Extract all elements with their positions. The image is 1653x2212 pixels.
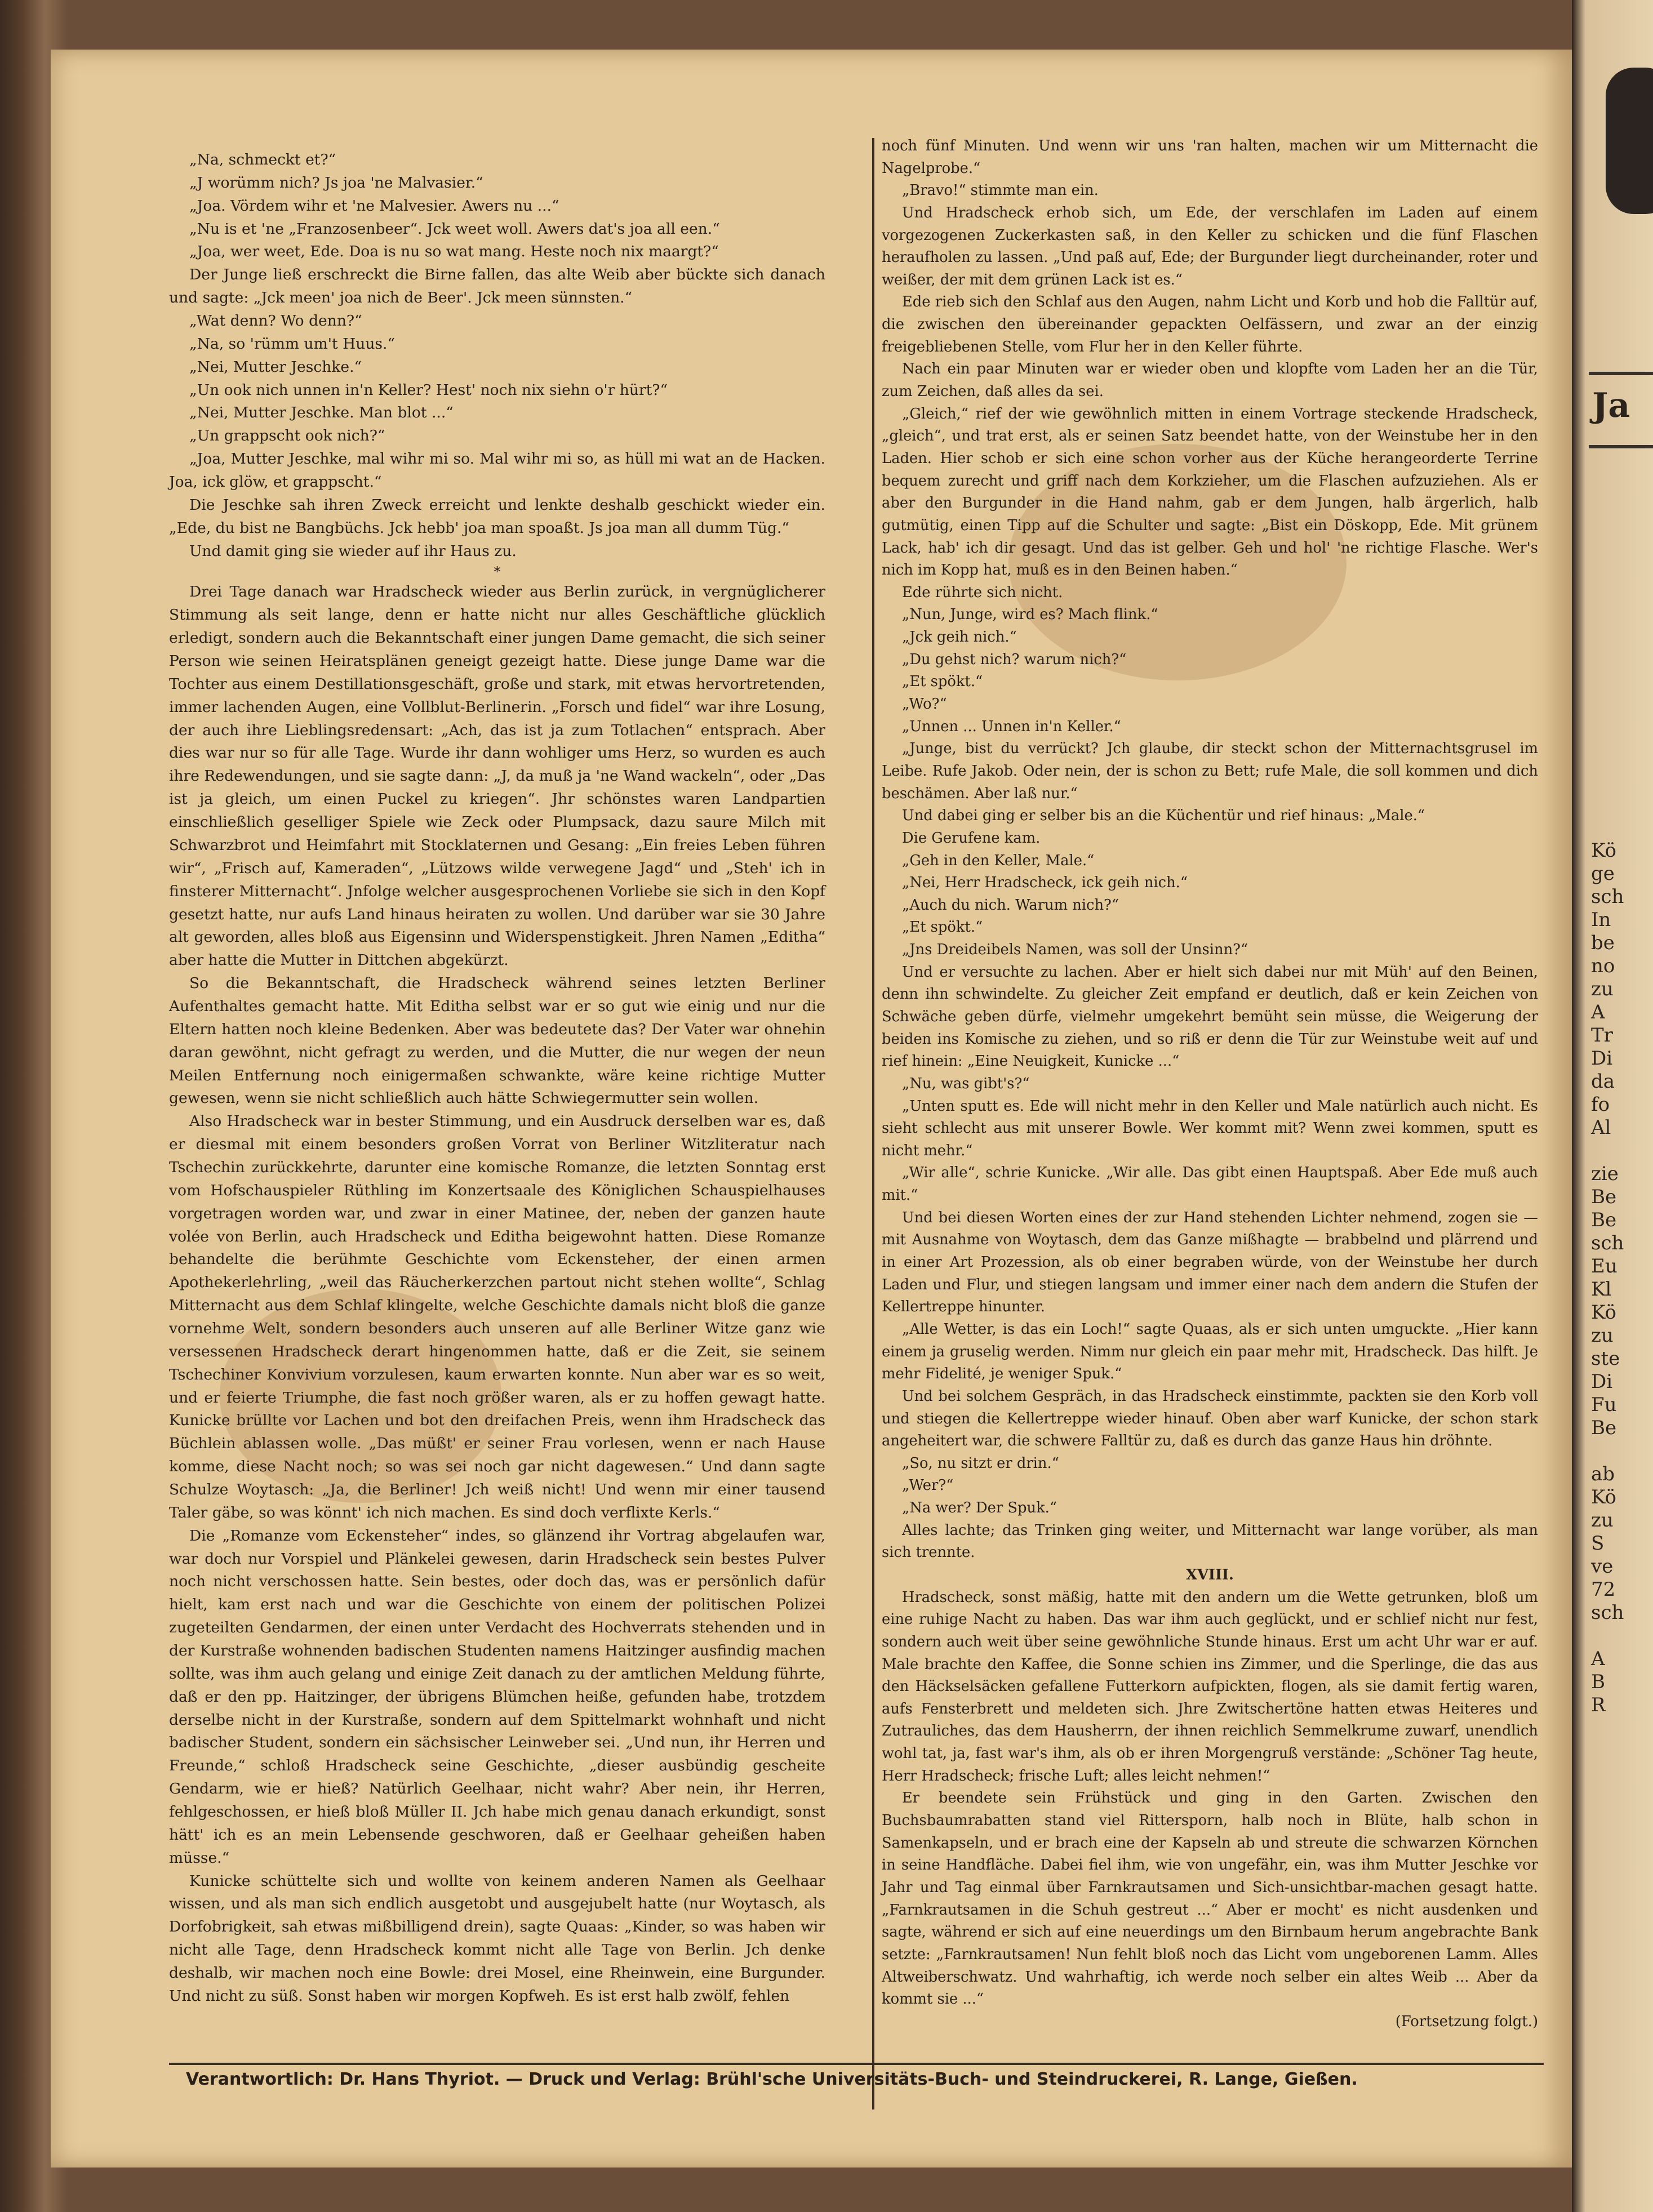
column-divider [872,138,874,2109]
paragraph: „Na, schmeckt et?“ [189,151,336,168]
paragraph: „Joa, Mutter Jeschke, mal wihr mi so. Mal wihr mi so, as hüll mi wat an de Hacken. Joa, ick glöw, et grappscht.“ [169,450,825,491]
left-text-column [169,149,825,2008]
paragraph: „Nei, Mutter Jeschke.“ [189,358,362,376]
adjacent-page-heading: Ja [1592,386,1630,425]
paragraph: „Nei, Herr Hradscheck, ick geih nich.“ [902,874,1188,892]
paragraph: „Unten sputt es. Ede will nicht mehr in den Keller und Male natürlich auch nicht. Es sieht schlecht aus mit unserer Bowle. Wer kommt mit? Wenn zwei kommen, sputt es nicht mehr.“ [882,1097,1538,1159]
adjacent-page-rule [1589,372,1653,375]
paragraph: „Junge, bist du verrückt? Jch glaube, dir steckt schon der Mitternachtsgrusel im Leibe. Rufe Jakob. Oder nein, der is schon zu Bett; rufe Male, die soll kommen und dich beschämen. Aber laß nur.“ [882,740,1538,802]
paragraph: Die „Romanze vom Eckensteher“ indes, so glänzend ihr Vortrag abgelaufen war, war doch nur Vorspiel und Plänkelei gewesen, darin Hradscheck sein bestes Pulver noch nicht verschossen hatte. Sein bestes, oder doch das, was er persönlich dafür hielt, kam erst nach und war die Geschichte von einem der politischen Polizei zugeteilten Gendarmen, der einen unter Verdacht des Hochverrats stehenden und in der Kurstraße wohnenden badischen Studenten namens Haitzinger ausfindig machen sollte, was ihm auch gelang und einige Zeit danach zu der amtlichen Meldung führte, daß er den pp. Haitzinger, der übrigens Blümchen heiße, gefunden habe, trotzdem derselbe nicht in der Kurstraße, sondern auf dem Spittelmarkt wohnhaft und nicht badischer Student, sondern ein sächsischer Leinweber sei. „Und nun, ihr Herren und Freunde,“ schloß Hradscheck seine Geschichte, „dieser ausbündig gescheite Gendarm, wie er hieß? Natürlich Geelhaar, nicht wahr? Aber nein, ihr Herren, fehlgeschossen, er hieß bloß Müller II. Jch habe mich genau danach erkundigt, sonst hätt' ich es an mein Lebensende geschworen, daß er Geelhaar geheißen haben müsse.“ [169,1526,825,1867]
paragraph: „Nu, was gibt's?“ [902,1075,1030,1092]
adjacent-page-text: Kö ge sch In be no zu A Tr Di da fo Al zie Be Be sch Eu Kl Kö zu ste Di Fu Be ab Kö zu S ve 72 sch A B R [1591,839,1624,1716]
paragraph: Und bei solchem Gespräch, in das Hradscheck einstimmte, packten sie den Korb voll und stiegen die Kellertreppe wieder hinauf. Oben aber warf Kunicke, der schon stark angeheitert war, die schwere Falltür zu, daß es durch das ganze Haus hin dröhnte. [882,1387,1538,1450]
adjacent-page-edge [1572,0,1653,2212]
paragraph: Hradscheck, sonst mäßig, hatte mit den andern um die Wette getrunken, bloß um eine ruhige Nacht zu haben. Das war ihm auch geglückt, und er schlief nicht nur fest, sondern auch weit über seine gewöhnliche Stunde hinaus. Erst um acht Uhr war er auf. Male brachte den Kaffee, die Sonne schien ins Zimmer, und die Sperlinge, die das aus den Häckselsäcken gefallene Futterkorn aufpickten, flogen, als sie damit fertig waren, aufs Fensterbrett und meldeten sich. Jhre Zwitschertöne hatten etwas Heiteres und Zutrauliches, das dem Hausherrn, der ihnen reichlich Semmelkrume zuwarf, unendlich wohl tat, ja, fast war's ihm, als ob er ihren Morgengruß verstände: „Schöner Tag heute, Herr Hradscheck; frische Luft; alles leicht nehmen!“ [882,1588,1538,1784]
paragraph: „Jck geih nich.“ [902,629,1017,646]
paragraph: Und er versuchte zu lachen. Aber er hielt sich dabei nur mit Müh' auf den Beinen, denn ihn schwindelte. Zu gleicher Zeit empfand er deutlich, daß er kein Zeichen von Schwäche geben dürfe, vielmehr umgekehrt bemüht sein müsse, die Weigerung der beiden ins Komische zu ziehen, und so riß er denn die Tür zur Weinstube weit auf und rief hinein: „Eine Neuigkeit, Kunicke ...“ [882,963,1538,1070]
paragraph: „Wo?“ [902,696,947,713]
paragraph: So die Bekanntschaft, die Hradscheck während seines letzten Berliner Aufenthaltes gemacht hatte. Mit Editha selbst war er so gut wie einig und nur die Eltern hatten noch kleine Bedenken. Aber was bedeutete das? Der Vater war ohnehin daran gewöhnt, nicht gefragt zu werden, und die Mutter, die nur wegen der neun Meilen Entfernung noch einigermaßen schwankte, wäre keine richtige Mutter gewesen, wenn sie nicht schließlich auch hätte Schwiegermutter sein wollen. [169,974,825,1107]
paragraph: „Et spökt.“ [902,919,983,936]
footer-rule [169,2063,1544,2065]
paragraph: „Auch du nich. Warum nich?“ [902,896,1119,914]
paragraph: „Na wer? Der Spuk.“ [902,1499,1057,1517]
adjacent-page-ink-mark [1606,68,1653,214]
paragraph: „Wer?“ [902,1477,954,1494]
paragraph: „Na, so 'rümm um't Huus.“ [189,335,396,353]
paragraph: Die Gerufene kam. [902,829,1041,847]
paragraph: Alles lachte; das Trinken ging weiter, und Mitternacht war lange vorüber, als man sich trennte. [882,1521,1538,1561]
paragraph: Er beendete sein Frühstück und ging in den Garten. Zwischen den Buchsbaumrabatten stand viel Rittersporn, halb noch in Blüte, halb schon in Samenkapseln, und er brach eine der Kapseln ab und streute die schwarzen Körnchen in seine Handfläche. Dabei fiel ihm, wie von ungefähr, ein, was ihm Mutter Jeschke vor Jahr und Tag einmal über Farnkrautsamen und Sich-unsichtbar-machen gesagt hatte. „Farnkrautsamen in die Schuh gestreut ...“ Aber er mocht' es nicht ausdenken und sagte, während er sich auf eine neuerdings um den Birnbaum herum angebrachte Bank setzte: „Farnkrautsamen! Nun fehlt bloß noch das Licht vom ungeborenen Lamm. Alles Altweiberschwatz. Und wahrhaftig, ich werde noch selber ein altes Weib ... Aber da kommt sie ...“ [882,1790,1538,2008]
paragraph: „J worümm nich? Js joa 'ne Malvasier.“ [189,173,483,192]
paragraph: „Geh in den Keller, Male.“ [902,852,1095,869]
paragraph: Und Hradscheck erhob sich, um Ede, der verschlafen im Laden auf einem vorgezogenen Zuckerkasten saß, in den Keller zu schicken und die fünf Flaschen heraufholen zu lassen. „Und paß auf, Ede; der Burgunder liegt durcheinander, roter und weißer, der mit dem grünen Lack ist es.“ [882,204,1538,288]
paragraph: * [494,564,501,580]
paragraph: Und bei diesen Worten eines der zur Hand stehenden Lichter nehmend, zogen sie — mit Ausnahme von Woytasch, dem das Ganze mißhagte — brabbelnd und plärrend und in einer Art Prozession, als ob einer begraben würde, von der Weinstube her durch Laden und Flur, und stiegen langsam und immer einer nach dem andern die Stufen der Kellertreppe hinunter. [882,1209,1538,1316]
paragraph: Und damit ging sie wieder auf ihr Haus zu. [189,542,517,560]
paragraph: Kunicke schüttelte sich und wollte von keinem anderen Namen als Geelhaar wissen, und als man sich endlich ausgetobt und ausgejubelt hatte (nur Woytasch, als Dorfobrigkeit, sah etwas mißbilligend drein), sagte Quaas: „Kinder, so was haben wir nicht alle Tage, denn Hradscheck kommt nicht alle Tage von Berlin. Jch denke deshalb, wir machen noch eine Bowle: drei Mosel, eine Rheinwein, eine Burgunder. Und nicht zu süß. Sonst haben wir morgen Kopfweh. Es ist erst halb zwölf, fehlen [169,1872,825,2005]
paragraph: „Joa, wer weet, Ede. Doa is nu so wat mang. Heste noch nix maargt?“ [189,243,719,261]
paragraph: Ede rieb sich den Schlaf aus den Augen, nahm Licht und Korb und hob die Falltür auf, die zwischen den übereinander gepackten Oelfässern, und zwar an der einzig freigebliebenen Stelle, vom Flur her in den Keller führte. [882,293,1538,355]
paragraph: „Nei, Mutter Jeschke. Man blot ...“ [189,404,454,422]
paragraph: „Du gehst nich? warum nich?“ [902,651,1127,668]
adjacent-page-rule [1589,445,1653,448]
paragraph: Der Junge ließ erschreckt die Birne fallen, das alte Weib aber bückte sich danach und sagte: „Jck meen' joa nich de Beer'. Jck meen sünnsten.“ [169,266,825,307]
paragraph: Ede rührte sich nicht. [902,584,1063,601]
right-text-column [882,135,1538,2033]
paragraph: „Un grappscht ook nich?“ [189,427,385,445]
paragraph: „Wat denn? Wo denn?“ [189,312,362,330]
paragraph: „Jns Dreideibels Namen, was soll der Unsinn?“ [902,941,1248,959]
paragraph: Drei Tage danach war Hradscheck wieder aus Berlin zurück, in vergnüglicherer Stimmung als seit lange, denn er hatte nicht nur alles Geschäftliche glücklich erledigt, sondern auch die Bekanntschaft einer jungen Dame gemacht, die sich seiner Person wie seinen Heiratsplänen geneigt gezeigt hatte. Diese junge Dame war die Tochter aus einem Destillationsgeschäft, große und stark, mit etwas hervortretenden, immer lachenden Augen, eine Vollblut-Berlinerin. „Forsch und fidel“ war ihre Losung, der auch ihre Lieblingsredensart: „Ach, das ist ja zum Totlachen“ entsprach. Aber dies war nur so für alle Tage. Wurde ihr dann wohliger ums Herz, so wurden es auch ihre Redewendungen, und sie sagte dann: „J, da muß ja 'ne Wand wackeln“, oder „Das ist ja gleich, um einen Puckel zu kriegen“. Jhr schönstes waren Landpartien einschließlich geselliger Spiele wie Zeck oder Plumpsack, dazu saure Milch mit Schwarzbrot und Heimfahrt mit Stocklaternen und Gesang: „Ein freies Leben führen wir“, „Frisch auf, Kameraden“, „Lützows wilde verwegene Jagd“ und „Steh' ich in finsterer Mitternacht“. Jnfolge welcher ausgesprochenen Vorliebe sie sich in den Kopf gesetzt hatte, nur aufs Land hinaus heiraten zu wollen. Und darüber war sie 30 Jahre alt geworden, alles bloß aus Eigensinn und Widerspenstigkeit. Jhren Namen „Editha“ aber hatte die Mutter in Dittchen abgekürzt. [169,583,825,969]
paragraph: „Bravo!“ stimmte man ein. [902,182,1099,199]
paragraph: Die Jeschke sah ihren Zweck erreicht und lenkte deshalb geschickt wieder ein. „Ede, du bist ne Bangbüchs. Jck hebb' joa man spoaßt. Js joa man all dumm Tüg.“ [169,496,825,537]
paragraph: „Alle Wetter, is das ein Loch!“ sagte Quaas, als er sich unten umguckte. „Hier kann einem ja gruselig werden. Nimm nur gleich ein paar mehr mit, Hradscheck. Das hilft. Je mehr Fidelité, je weniger Spuk.“ [882,1320,1538,1383]
paragraph: Also Hradscheck war in bester Stimmung, und ein Ausdruck derselben war es, daß er diesmal mit einem besonders großen Vorrat von Berliner Witzliteratur nach Tschechin zurückkehrte, darunter eine komische Romanze, die letzten Sonntag erst vom Hofschauspieler Rüthling im Konzertsaale des Königlichen Schauspielhauses vorgetragen worden war, und zwar in einer Matinee, der, neben der ganzen haute volée von Berlin, auch Hradscheck und Editha beigewohnt hatten. Diese Romanze behandelte die berühmte Geschichte vom Eckensteher, der einen armen Apothekerlehrling, „weil das Räucherkerzchen partout nicht stehen wollte“, Schlag Mitternacht aus dem Schlaf klingelte, welche Geschichte damals nicht bloß die ganze vornehme Welt, sondern besonders auch unseren auf alle Berliner Witze ganz wie versessenen Hradscheck derart hingenommen hatte, daß er die Zeit, sie seinem Tschechiner Konvivium vorzulesen, kaum erwarten konnte. Nun aber war es so weit, und er feierte Triumphe, die fast noch größer waren, als er zu hoffen gewagt hatte. Kunicke brüllte vor Lachen und bot den dreifachen Preis, wenn ihm Hradscheck das Büchlein ablassen wolle. „Das müßt' er seiner Frau vorlesen, wenn er nach Hause komme, diese Nacht noch; so was sei noch gar nicht dagewesen.“ Und dann sagte Schulze Woytasch: „Ja, die Berliner! Jch weiß nicht! Und wenn mir einer tausend Taler gäbe, so was könnt' ich nich machen. Es sind doch verflixte Kerls.“ [169,1112,825,1521]
paragraph: „Wir alle“, schrie Kunicke. „Wir alle. Das gibt einen Hauptspaß. Aber Ede muß auch mit.“ [882,1164,1538,1204]
paragraph: „Gleich,“ rief der wie gewöhnlich mitten in einem Vortrage steckende Hradscheck, „gleich“, und trat erst, als er seinen Satz beendet hatte, von der Weinstube her in den Laden. Hier schob er sich eine schon vorher aus der Küche herangeorderte Terrine bequem zurecht und griff nach dem Korkzieher, um die Flaschen aufzuziehen. Als er aber den Burgunder in die Hand nahm, gab er dem Jungen, halb ärgerlich, halb gutmütig, einen Tipp auf die Schulter und sagte: „Bist ein Döskopp, Ede. Mit grünem Lack, hab' ich dir gesagt. Und das ist gelber. Geh und hol' 'ne richtige Flasche. Wer's nich im Kopp hat, muß es in den Beinen haben.“ [882,405,1538,579]
paragraph: „Nun, Junge, wird es? Mach flink.“ [902,606,1158,624]
paragraph: „So, nu sitzt er drin.“ [902,1454,1059,1472]
paragraph: „Un ook nich unnen in'n Keller? Hest' noch nix siehn o'r hürt?“ [189,381,668,399]
paragraph: Nach ein paar Minuten war er wieder oben und klopfte vom Laden her an die Tür, zum Zeichen, daß alles da sei. [882,360,1538,400]
paragraph: (Fortsetzung folgt.) [1395,2013,1538,2030]
imprint-footer: Verantwortlich: Dr. Hans Thyriot. — Druck und Verlag: Brühl'sche Universitäts-Buch- und Steindruckerei, R. Lange, Gießen. [186,2069,1358,2089]
paragraph: „Joa. Vördem wihr et 'ne Malvesier. Awers nu ...“ [189,197,559,215]
paragraph: XVIII. [1185,1566,1234,1583]
paragraph: Und dabei ging er selber bis an die Küchentür und rief hinaus: „Male.“ [902,807,1425,825]
paragraph: noch fünf Minuten. Und wenn wir uns 'ran halten, machen wir um Mitternacht die Nagelprobe.“ [882,137,1538,177]
paragraph: „Nu is et 'ne „Franzosenbeer“. Jck weet woll. Awers dat's joa all een.“ [189,220,720,238]
paragraph: „Et spökt.“ [902,673,983,691]
paragraph: „Unnen ... Unnen in'n Keller.“ [902,718,1121,735]
